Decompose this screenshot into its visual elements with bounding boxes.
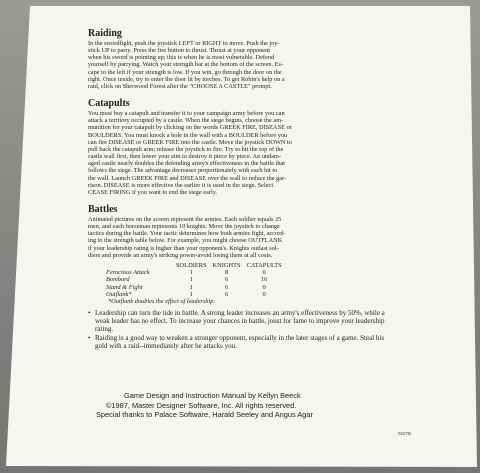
table-cell: 1 [189,269,193,277]
battles-heading: Battles [88,203,118,215]
credits-line: ©1987, Master Designer Software, Inc. All rights reserved. [106,400,297,410]
catapults-line: BOULDERS. You must knock a hole in the wall with a BOULDER before you [88,131,288,139]
strength-table [106,262,288,298]
catapults-line: You must buy a catapult and transfer it to your campaign army before you can [88,110,285,118]
table-cell: 0 [262,283,266,291]
battles-line: tactics during the battle. Your tactic determines how both armies fight, accord- [88,230,286,238]
catapults-line: pull back the catapult arm; release the joystick to fire. Try to hit the top of the [88,145,284,153]
catapults-line: can fire DISEASE or GREEK FIRE into the castle. Move the joystick DOWN to [88,138,292,146]
table-row [106,291,288,298]
table-row [106,269,288,276]
raiding-line: right. Once inside, try to enter the door lit by torches. To get Robin's help on a [88,75,285,83]
manual-text [88,28,388,350]
table-cell: 8 [224,269,229,277]
raiding-line: In the swordfight, push the joystick LEFT or RIGHT to move. Push the joy- [88,40,280,47]
catapults-line: munition for your catapult by clicking on the words GREEK FIRE, DISEASE or [88,124,292,132]
list-item [88,309,388,334]
tactic-name: Ferocious Attack [106,269,150,277]
table-cell: 0 [262,290,266,298]
battles-line: men, and each horseman represents 10 knights. Move the joystick to change [88,223,280,231]
raiding-line: cape to the left if your strength is low. If you win, go through the door on the [88,68,282,76]
column-header: SOLDIERS [176,261,207,269]
column-header: KNIGHTS [212,261,241,269]
battles-line: if your leadership rating is higher than your opponent's. Knights outlast sol- [88,244,279,252]
credits-line: Special thanks to Palace Software, Harald Seeley and Angus Agar [96,410,313,420]
catapults-line: rison. DISEASE is more effective the earlier it is used in the siege. Select [88,181,274,189]
tips-list [88,309,388,350]
battles-line: ing to the strength table below. For example, you might choose OUTFLANK [88,237,283,245]
table-cell: 1 [189,283,193,291]
outflank-note: *Outflank doubles the effect of leadership. [108,297,216,305]
battles-paragraph [88,216,388,259]
raiding-line: when his sword is pointing up; this is when he is most vulnerable. Defend [88,54,275,62]
list-item [88,334,388,350]
raiding-line: stick UP to parry. Press the fire button to thrust. Thrust at your opponent [88,47,271,55]
table-cell: 16 [260,276,268,284]
tactic-name: Bombard [106,276,130,284]
catapults-line: castle wall first, then lower your aim to destroy it piece by piece. An undam- [88,153,282,161]
catapults-line: aged castle nearly doubles the defending army's effectiveness in the battle that [88,160,286,168]
credits [96,391,396,420]
catapults-line: attack a territory occupied by a castle. When the siege begins, choose the am- [88,117,284,125]
tactic-name: Outflank* [106,290,132,298]
catapults-line: follows the siege. The advantage decreases proportionately with each hit to [88,167,278,175]
table-cell: 0 [262,269,266,277]
strength-table-header [106,262,288,269]
table-row [106,284,288,291]
table-cell: 1 [189,276,193,284]
battles-line: diers and provide an army's striking power-avoid losing them at all costs. [88,251,273,259]
table-cell: 6 [224,290,229,298]
catapults-line: CEASE FIRING if you want to end the siege early. [88,188,218,196]
raiding-heading: Raiding [88,28,122,39]
catapults-line: the wall. Launch GREEK FIRE and DISEASE over the wall to reduce the gar- [88,174,287,182]
table-row [106,276,288,283]
table-cell: 6 [224,276,229,284]
table-cell: 6 [224,283,229,291]
bullet-icon: • [88,309,91,318]
catalog-code: 0227B [398,431,412,436]
catapults-paragraph [88,110,388,196]
catapults-heading: Catapults [88,98,130,110]
raiding-line: raid, click on Sherwood Forest after the "CHOOSE A CASTLE" prompt. [88,82,272,90]
tip-text: Leadership can turn the tide in battle. A strong leader increases an army's effectiveness by 50%, while a weak leader has no effect. To increase your chances in battle, joust for fame to improve your leadership rating. [95,309,385,334]
credits-line: Game Design and Instruction Manual by Kellyn Beeck [124,391,301,400]
raiding-paragraph [88,40,388,90]
raiding-line: yourself by parrying. Watch your strength bar at the bottom of the screen. Es- [88,61,284,69]
battles-line: Animated pictures on the screen represent the armies. Each soldier equals 25 [88,215,282,223]
table-cell: 1 [189,290,193,298]
tip-text: Raiding is a good way to weaken a stronger opponent, especially in the later stages of a game. Steal his gold with a raid--immediately after he attacks you. [95,333,385,350]
column-header: CATAPULTS [246,261,282,269]
tactic-name: Stand & Fight [106,283,143,291]
bullet-icon: • [88,333,91,342]
